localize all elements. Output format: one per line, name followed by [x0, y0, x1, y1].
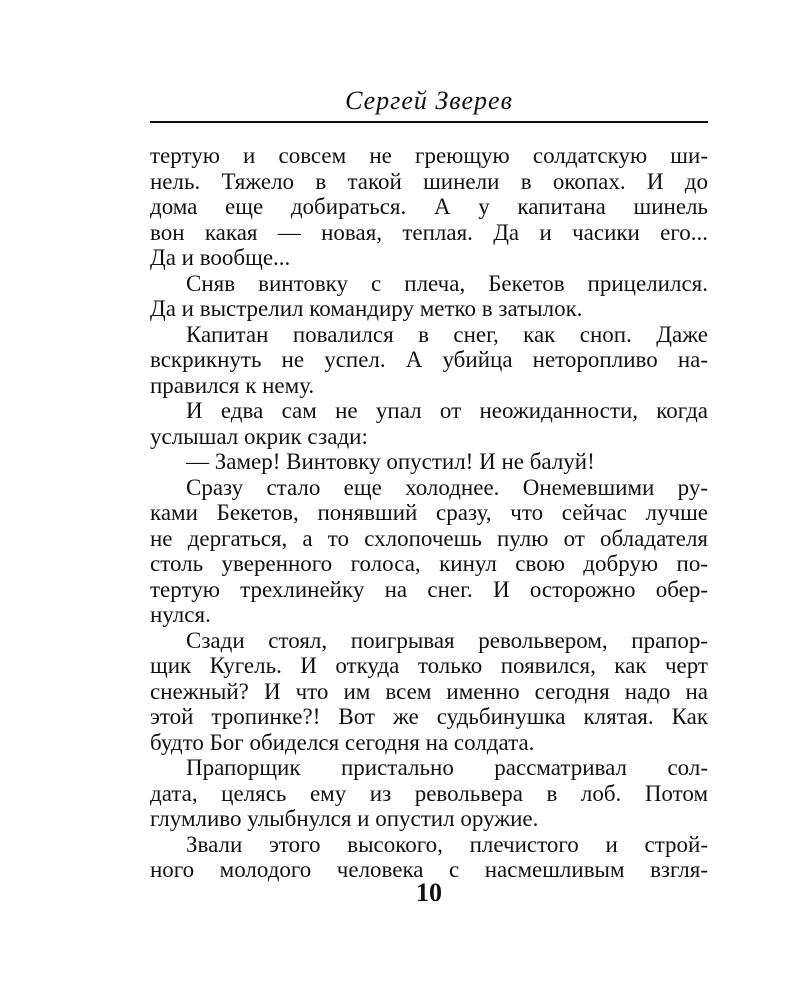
text-line: Звали этого высокого, плечистого и строй- [186, 831, 708, 857]
text-line: Сразу стало еще холоднее. Онемевшими ру- [186, 474, 708, 500]
text-line: — Замер! Винтовку опустил! И не балуй! [186, 449, 595, 474]
text-line: Капитан повалился в снег, как сноп. Даже [186, 321, 708, 347]
page-number: 10 [416, 878, 442, 907]
text-line: Прапорщик пристально рассматривал сол- [186, 755, 708, 780]
text-line: дома еще добираться. А у капитана шинель [150, 194, 708, 219]
text-line: снежный? И что им всем именно сегодня надо на [150, 678, 708, 704]
text-line: ного молодого человека с насмешливым взгля- [150, 857, 708, 882]
running-head-author: Сергей Зверев [345, 86, 513, 115]
text-line: ками Бекетов, понявший сразу, что сейчас лучше [150, 500, 708, 525]
text-line: Сняв винтовку с плеча, Бекетов прицелился. [186, 270, 708, 296]
text-line: глумливо улыбнулся и опустил оружие. [150, 806, 539, 831]
text-line: столь уверенного голоса, кинул свою добрую по- [150, 551, 708, 576]
text-line: вскрикнуть не успел. А убийца неторопливо на- [150, 347, 708, 372]
text-line: нулся. [150, 602, 211, 627]
text-line: тертую и совсем не греющую солдатскую ши- [150, 143, 708, 168]
text-line: Да и выстрелил командиру метко в затылок. [150, 296, 583, 321]
text-line: правился к нему. [150, 372, 315, 398]
text-line: вон какая — новая, теплая. Да и часики его... [150, 219, 708, 245]
text-line: нель. Тяжело в такой шинели в окопах. И до [150, 168, 708, 194]
body-text [150, 143, 708, 883]
text-line: услышал окрик сзади: [150, 423, 368, 449]
header-rule [150, 121, 708, 123]
text-line: не дергаться, а то схлопочешь пулю от обладателя [150, 525, 708, 551]
text-line: И едва сам не упал от неожиданности, когда [186, 398, 708, 423]
text-line: щик Кугель. И откуда только появился, как черт [150, 653, 708, 678]
text-line: будто Бог обиделся сегодня на солдата. [150, 729, 535, 755]
text-line: дата, целясь ему из револьвера в лоб. Потом [150, 780, 708, 806]
text-line: этой тропинке?! Вот же судьбинушка клятая. Как [150, 704, 708, 729]
text-line: Да и вообще... [150, 245, 291, 270]
text-line: тертую трехлинейку на снег. И осторожно обер- [150, 576, 708, 602]
text-line: Сзади стоял, поигрывая револьвером, прапор- [186, 627, 708, 653]
